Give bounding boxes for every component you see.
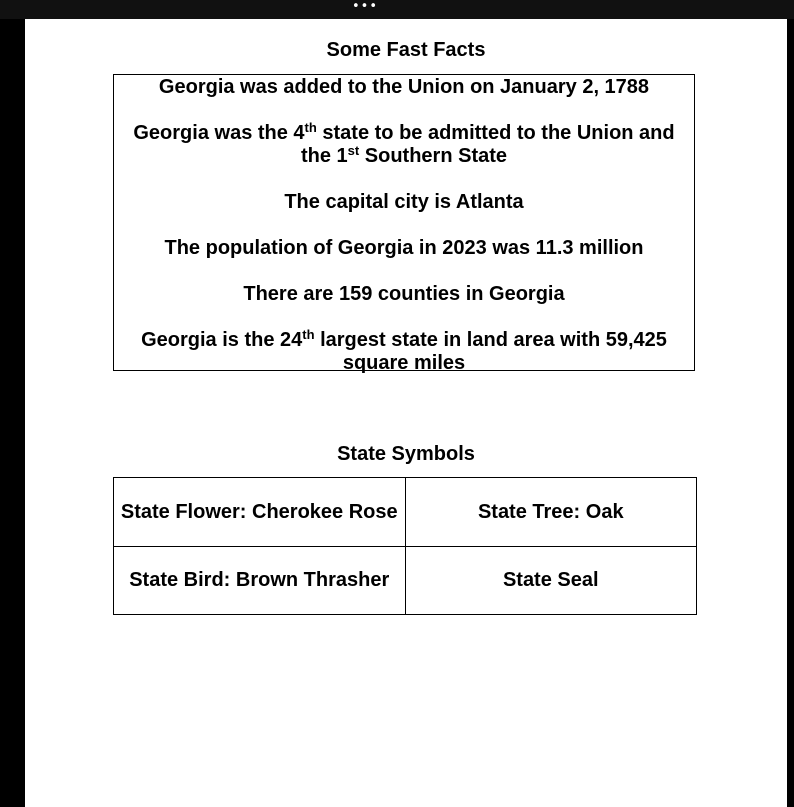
- state-bird-cell: State Bird: Brown Thrasher: [114, 547, 406, 615]
- fast-facts-heading: Some Fast Facts: [326, 39, 486, 61]
- document-page: [25, 19, 787, 807]
- fact-population: The population of Georgia in 2023 was 11.3 million: [164, 237, 644, 259]
- state-seal-cell: State Seal: [405, 547, 697, 615]
- fact-counties: There are 159 counties in Georgia: [243, 283, 565, 305]
- more-horizontal-icon[interactable]: •••: [352, 0, 379, 14]
- fact-admission-order: Georgia was the 4th state to be admitted to the Union and the 1st Southern State: [133, 120, 675, 167]
- fact-land-area: Georgia is the 24th largest state in land area with 59,425 square miles: [141, 327, 667, 374]
- table-row: [114, 478, 697, 547]
- top-toolbar: [0, 0, 794, 19]
- state-symbols-table: [113, 477, 697, 615]
- state-symbols-heading: State Symbols: [337, 443, 475, 465]
- fast-facts-box: [113, 74, 695, 374]
- state-flower-cell: State Flower: Cherokee Rose: [114, 478, 406, 547]
- fact-capital: The capital city is Atlanta: [284, 191, 524, 213]
- state-tree-cell: State Tree: Oak: [405, 478, 697, 547]
- table-row: [114, 547, 697, 615]
- fact-union-date: Georgia was added to the Union on January 2, 1788: [158, 76, 650, 98]
